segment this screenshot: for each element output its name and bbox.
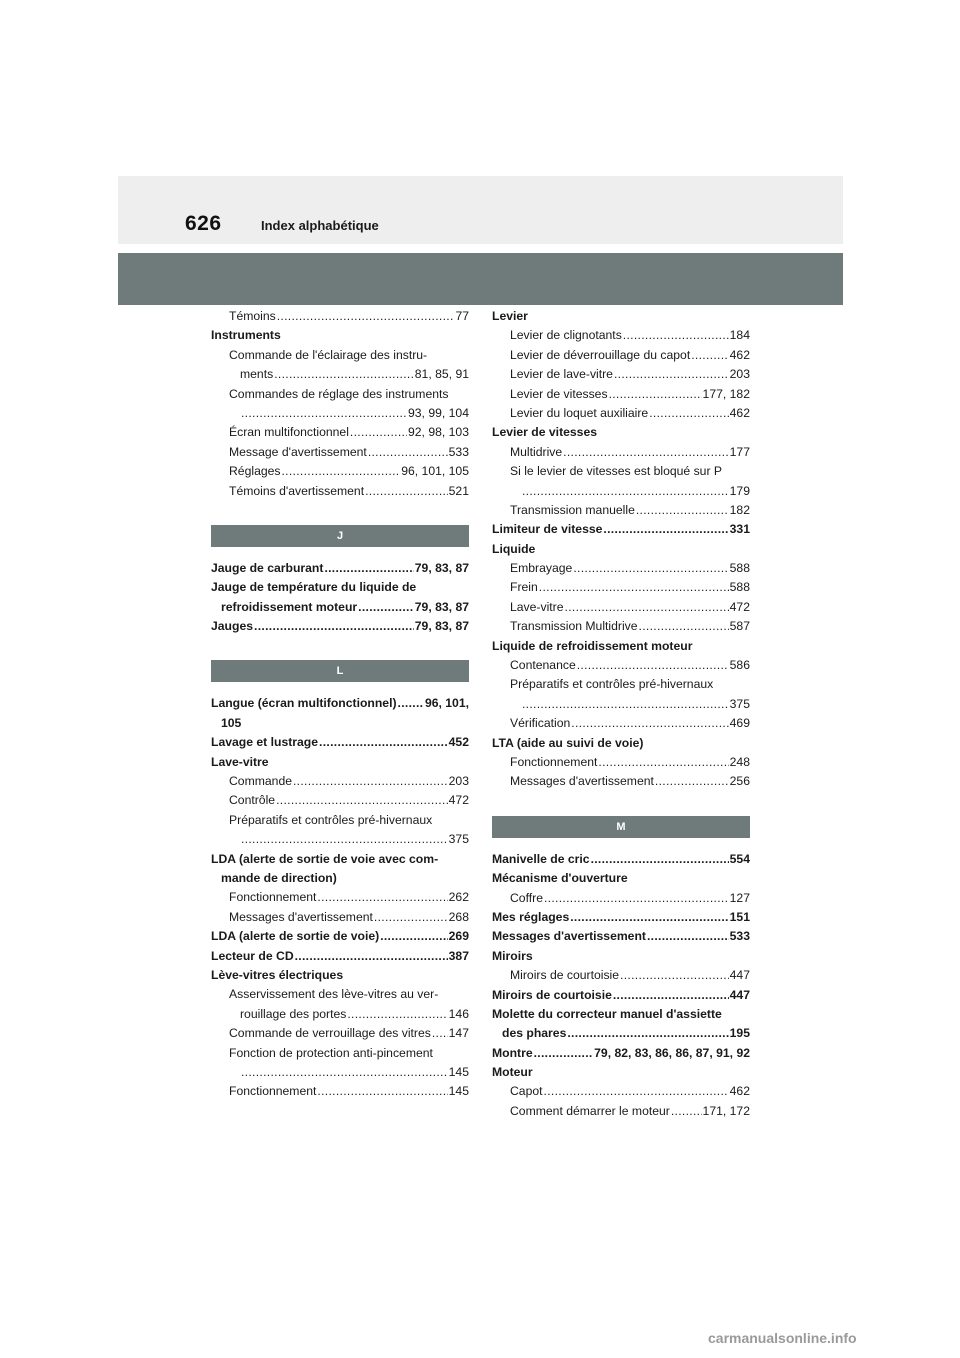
index-entry bbox=[211, 791, 469, 810]
dot-leader bbox=[276, 791, 448, 810]
index-entry bbox=[211, 617, 469, 636]
index-term: Comment démarrer le moteur bbox=[510, 1103, 670, 1118]
index-term: Fonction de protection anti-pincement bbox=[229, 1045, 433, 1060]
index-entry bbox=[492, 986, 750, 1005]
page-ref: 92, 98, 103 bbox=[408, 425, 469, 440]
dot-leader bbox=[544, 1082, 729, 1101]
index-entry bbox=[492, 385, 750, 404]
index-term: Lecteur de CD bbox=[211, 948, 294, 963]
page-ref: 447 bbox=[729, 968, 750, 983]
index-entry bbox=[492, 966, 750, 985]
dot-leader bbox=[254, 617, 414, 636]
index-term: Mécanisme d'ouverture bbox=[492, 871, 628, 886]
page-ref: 447 bbox=[729, 987, 750, 1002]
dot-leader bbox=[609, 385, 702, 404]
index-term: Lavage et lustrage bbox=[211, 735, 319, 750]
index-entry bbox=[211, 947, 469, 966]
index-term: Jauge de carburant bbox=[211, 560, 324, 575]
page-ref: 203 bbox=[729, 367, 750, 382]
index-entry bbox=[492, 908, 750, 927]
page-ref: 195 bbox=[729, 1026, 750, 1041]
index-term: Transmission Multidrive bbox=[510, 619, 638, 634]
index-entry bbox=[211, 1044, 469, 1063]
index-term: Asservissement des lève-vitres au ver- bbox=[229, 987, 439, 1002]
page-ref: 462 bbox=[729, 1084, 750, 1099]
index-term: Limiteur de vitesse bbox=[492, 522, 603, 537]
dot-leader bbox=[649, 404, 728, 423]
index-entry bbox=[492, 443, 750, 462]
index-term: Fonctionnement bbox=[510, 754, 598, 769]
dot-leader bbox=[350, 423, 407, 442]
dot-leader bbox=[563, 443, 729, 462]
index-entry bbox=[492, 772, 750, 791]
index-term: Contrôle bbox=[229, 793, 276, 808]
dot-leader bbox=[565, 598, 729, 617]
dot-leader bbox=[241, 1063, 448, 1082]
page-ref: 146 bbox=[448, 1006, 469, 1021]
index-term: Liquide bbox=[492, 541, 536, 556]
dot-leader bbox=[691, 346, 728, 365]
dot-leader bbox=[432, 1024, 448, 1043]
index-entry bbox=[492, 346, 750, 365]
index-term: Langue (écran multifonctionnel) bbox=[211, 696, 397, 711]
index-term: Multidrive bbox=[510, 444, 563, 459]
index-term: des phares bbox=[502, 1026, 567, 1041]
dot-leader bbox=[295, 947, 448, 966]
index-entry bbox=[211, 404, 469, 423]
index-term: Levier de clignotants bbox=[510, 328, 622, 343]
page-ref: 96, 101, 105 bbox=[401, 464, 469, 479]
page-ref: 77 bbox=[455, 309, 469, 323]
page-ref: 472 bbox=[729, 599, 750, 614]
dot-leader bbox=[671, 1102, 702, 1121]
page-ref: 171, 172 bbox=[702, 1103, 750, 1118]
index-term: Jauge de température du liquide de bbox=[211, 580, 417, 595]
index-entry bbox=[492, 501, 750, 520]
page-ref: 331 bbox=[729, 522, 750, 537]
header-band bbox=[118, 176, 843, 244]
index-term: Si le levier de vitesses est bloqué sur P bbox=[510, 464, 723, 479]
index-entry bbox=[211, 1063, 469, 1082]
index-term: Commandes de réglage des instruments bbox=[229, 386, 449, 401]
index-term: Levier de déverrouillage du capot bbox=[510, 347, 691, 362]
index-term: Mes réglages bbox=[492, 909, 570, 924]
dot-leader bbox=[293, 772, 448, 791]
dot-leader bbox=[374, 908, 448, 927]
dot-leader bbox=[380, 927, 447, 946]
dot-leader bbox=[655, 772, 729, 791]
dot-leader bbox=[603, 520, 728, 539]
index-entry bbox=[211, 811, 469, 830]
dot-leader bbox=[620, 966, 729, 985]
dot-leader bbox=[577, 656, 729, 675]
index-term: Capot bbox=[510, 1084, 543, 1099]
index-term: Transmission manuelle bbox=[510, 502, 635, 517]
index-entry bbox=[492, 1102, 750, 1121]
index-term: Embrayage bbox=[510, 561, 573, 576]
index-entry bbox=[211, 1005, 469, 1024]
index-term: Levier de lave-vitre bbox=[510, 367, 613, 382]
index-entry bbox=[492, 404, 750, 423]
index-term: Messages d'avertissement bbox=[510, 774, 654, 789]
dot-leader bbox=[614, 365, 729, 384]
index-entry bbox=[492, 656, 750, 675]
page-ref: 79, 83, 87 bbox=[414, 599, 469, 614]
dot-leader bbox=[522, 482, 729, 501]
index-entry bbox=[492, 734, 750, 753]
page-ref: 145 bbox=[448, 1084, 469, 1099]
dot-leader bbox=[613, 986, 729, 1005]
index-term: Molette du correcteur manuel d'assiette bbox=[492, 1006, 722, 1021]
dot-leader bbox=[544, 889, 729, 908]
dot-leader bbox=[591, 850, 729, 869]
index-entry bbox=[492, 1044, 750, 1063]
index-entry bbox=[211, 578, 469, 597]
index-term: Miroirs de courtoisie bbox=[510, 968, 620, 983]
section-letter-m: M bbox=[492, 816, 750, 838]
dot-leader bbox=[241, 830, 448, 849]
dot-leader bbox=[241, 404, 407, 423]
index-entry bbox=[211, 772, 469, 791]
section-letter-l: L bbox=[211, 660, 469, 682]
dot-leader bbox=[358, 598, 414, 617]
dot-leader bbox=[274, 365, 414, 384]
index-entry bbox=[211, 869, 469, 888]
index-term: Jauges bbox=[211, 619, 254, 634]
page-ref: 182 bbox=[729, 502, 750, 517]
index-term: Instruments bbox=[211, 328, 281, 343]
dot-leader bbox=[522, 695, 729, 714]
page-ref: 127 bbox=[729, 890, 750, 905]
page-ref: 203 bbox=[448, 774, 469, 789]
index-entry bbox=[492, 559, 750, 578]
dot-leader bbox=[647, 927, 729, 946]
dot-leader bbox=[368, 443, 448, 462]
index-entry bbox=[211, 733, 469, 752]
page-ref: 79, 83, 87 bbox=[414, 619, 469, 634]
page-ref: 533 bbox=[448, 444, 469, 459]
index-term: Montre bbox=[492, 1045, 533, 1060]
index-term: 105 bbox=[221, 715, 242, 730]
index-term: Messages d'avertissement bbox=[229, 909, 373, 924]
page-ref: 151 bbox=[729, 909, 750, 924]
page-ref: 184 bbox=[729, 328, 750, 343]
page-title: Index alphabétique bbox=[261, 218, 379, 233]
index-term: ments bbox=[240, 367, 274, 382]
index-term: Levier de vitesses bbox=[492, 425, 598, 440]
index-entry bbox=[211, 598, 469, 617]
index-term: Fonctionnement bbox=[229, 1084, 317, 1099]
watermark: carmanualsonline.info bbox=[708, 1330, 857, 1346]
page-ref: 375 bbox=[448, 832, 469, 847]
index-entry bbox=[211, 966, 469, 985]
dot-leader bbox=[324, 559, 413, 578]
index-entry bbox=[211, 559, 469, 578]
index-term: Miroirs bbox=[492, 948, 533, 963]
dot-leader bbox=[567, 1024, 728, 1043]
page-ref: 248 bbox=[729, 754, 750, 769]
index-entry bbox=[211, 423, 469, 442]
index-entry bbox=[492, 927, 750, 946]
index-entry bbox=[492, 1005, 750, 1024]
page-ref: 375 bbox=[729, 696, 750, 711]
index-column-left bbox=[211, 307, 469, 1102]
dot-leader bbox=[639, 617, 729, 636]
page-ref: 147 bbox=[448, 1026, 469, 1041]
index-term: Coffre bbox=[510, 890, 543, 905]
index-entry bbox=[492, 307, 750, 326]
index-term: Frein bbox=[510, 580, 538, 595]
index-term: Témoins bbox=[229, 309, 276, 323]
index-entry bbox=[211, 753, 469, 772]
index-entry bbox=[492, 695, 750, 714]
index-entry bbox=[211, 714, 469, 733]
index-entry bbox=[211, 346, 469, 365]
page-ref: 79, 82, 83, 86, 86, 87, 91, 92 bbox=[594, 1045, 750, 1060]
page-ref: 472 bbox=[448, 793, 469, 808]
index-entry bbox=[211, 1024, 469, 1043]
index-entry bbox=[492, 326, 750, 345]
dot-leader bbox=[534, 1044, 594, 1063]
page-ref: 268 bbox=[448, 909, 469, 924]
dot-leader bbox=[598, 753, 728, 772]
index-term: Réglages bbox=[229, 464, 281, 479]
index-entry bbox=[211, 830, 469, 849]
index-term: LDA (alerte de sortie de voie avec com- bbox=[211, 851, 439, 866]
index-term: Commande de l'éclairage des instru- bbox=[229, 347, 428, 362]
index-entry bbox=[492, 714, 750, 733]
dot-leader bbox=[317, 1082, 447, 1101]
index-term: Lève-vitres électriques bbox=[211, 967, 344, 982]
page-ref: 587 bbox=[729, 619, 750, 634]
section-letter-j: J bbox=[211, 525, 469, 547]
dot-leader bbox=[570, 908, 728, 927]
index-entry bbox=[492, 578, 750, 597]
index-term: LDA (alerte de sortie de voie) bbox=[211, 929, 380, 944]
index-term: Manivelle de cric bbox=[492, 851, 590, 866]
index-term: Levier du loquet auxiliaire bbox=[510, 405, 649, 420]
page-ref: 177 bbox=[729, 444, 750, 459]
page-ref: 533 bbox=[729, 929, 750, 944]
index-entry bbox=[492, 598, 750, 617]
index-term: Liquide de refroidissement moteur bbox=[492, 638, 693, 653]
index-entry bbox=[492, 1082, 750, 1101]
index-term: rouillage des portes bbox=[240, 1006, 347, 1021]
dot-leader bbox=[636, 501, 729, 520]
header-dark-band bbox=[118, 253, 843, 305]
index-entry bbox=[492, 869, 750, 888]
index-entry bbox=[211, 927, 469, 946]
dot-leader bbox=[623, 326, 729, 345]
index-term: refroidissement moteur bbox=[221, 599, 358, 614]
index-entry bbox=[492, 889, 750, 908]
page-ref: 554 bbox=[729, 851, 750, 866]
page-ref: 452 bbox=[448, 735, 469, 750]
index-term: Message d'avertissement bbox=[229, 444, 367, 459]
index-entry bbox=[211, 443, 469, 462]
index-term: Moteur bbox=[492, 1065, 533, 1080]
index-entry bbox=[211, 888, 469, 907]
page-ref: 177, 182 bbox=[702, 386, 750, 401]
page-ref: 462 bbox=[729, 347, 750, 362]
index-term: mande de direction) bbox=[221, 870, 337, 885]
page-ref: 79, 83, 87 bbox=[414, 560, 469, 575]
index-term: Levier de vitesses bbox=[510, 386, 608, 401]
index-entry bbox=[211, 482, 469, 501]
index-term: Écran multifonctionnel bbox=[229, 425, 349, 440]
index-entry bbox=[211, 985, 469, 1004]
dot-leader bbox=[365, 482, 448, 501]
page-ref: 262 bbox=[448, 890, 469, 905]
index-term: Miroirs de courtoisie bbox=[492, 987, 612, 1002]
index-entry bbox=[492, 850, 750, 869]
page-ref: 93, 99, 104 bbox=[408, 405, 469, 420]
dot-leader bbox=[571, 714, 728, 733]
index-term: Lave-vitre bbox=[510, 599, 564, 614]
index-column-right bbox=[492, 307, 750, 1121]
index-term: Témoins d'avertissement bbox=[229, 483, 365, 498]
index-entry bbox=[492, 365, 750, 384]
index-entry bbox=[492, 540, 750, 559]
index-term: Levier bbox=[492, 309, 528, 323]
index-entry bbox=[492, 462, 750, 481]
index-entry bbox=[211, 385, 469, 404]
index-entry bbox=[492, 753, 750, 772]
index-entry bbox=[211, 908, 469, 927]
page-ref: 387 bbox=[448, 948, 469, 963]
page-ref: 256 bbox=[729, 774, 750, 789]
page-ref: 469 bbox=[729, 716, 750, 731]
index-entry bbox=[211, 365, 469, 384]
page-ref: 588 bbox=[729, 561, 750, 576]
index-entry bbox=[492, 520, 750, 539]
index-term: Lave-vitre bbox=[211, 754, 269, 769]
page-ref: 145 bbox=[448, 1064, 469, 1079]
index-term: Vérification bbox=[510, 716, 571, 731]
page-ref: 462 bbox=[729, 405, 750, 420]
index-entry bbox=[492, 947, 750, 966]
dot-leader bbox=[282, 462, 401, 481]
index-entry bbox=[211, 1082, 469, 1101]
page-ref: 81, 85, 91 bbox=[414, 367, 469, 382]
index-term: Commande bbox=[229, 774, 292, 789]
index-term: Messages d'avertissement bbox=[492, 929, 646, 944]
dot-leader bbox=[347, 1005, 447, 1024]
index-term: Fonctionnement bbox=[229, 890, 317, 905]
index-entry bbox=[492, 637, 750, 656]
page-ref: 586 bbox=[729, 658, 750, 673]
index-entry bbox=[211, 462, 469, 481]
dot-leader bbox=[277, 307, 455, 326]
index-term: LTA (aide au suivi de voie) bbox=[492, 735, 644, 750]
index-term: Commande de verrouillage des vitres bbox=[229, 1026, 431, 1041]
dot-leader bbox=[317, 888, 447, 907]
index-entry bbox=[492, 482, 750, 501]
index-term: Préparatifs et contrôles pré-hivernaux bbox=[510, 677, 714, 692]
index-entry bbox=[492, 675, 750, 694]
index-entry bbox=[492, 617, 750, 636]
index-term: Contenance bbox=[510, 658, 576, 673]
dot-leader bbox=[539, 578, 729, 597]
index-entry bbox=[492, 1063, 750, 1082]
index-entry bbox=[211, 307, 469, 326]
page-number: 626 bbox=[185, 212, 222, 235]
index-entry bbox=[211, 850, 469, 869]
index-entry bbox=[492, 423, 750, 442]
index-entry bbox=[492, 1024, 750, 1043]
page-ref: 521 bbox=[448, 483, 469, 498]
page-ref: 179 bbox=[729, 483, 750, 498]
index-term: Préparatifs et contrôles pré-hivernaux bbox=[229, 812, 433, 827]
index-entry bbox=[211, 326, 469, 345]
page-ref: 588 bbox=[729, 580, 750, 595]
dot-leader bbox=[319, 733, 448, 752]
page-ref: 96, 101, bbox=[424, 696, 469, 711]
dot-leader bbox=[573, 559, 728, 578]
dot-leader bbox=[398, 694, 424, 713]
index-entry bbox=[211, 694, 469, 713]
page-ref: 269 bbox=[448, 929, 469, 944]
